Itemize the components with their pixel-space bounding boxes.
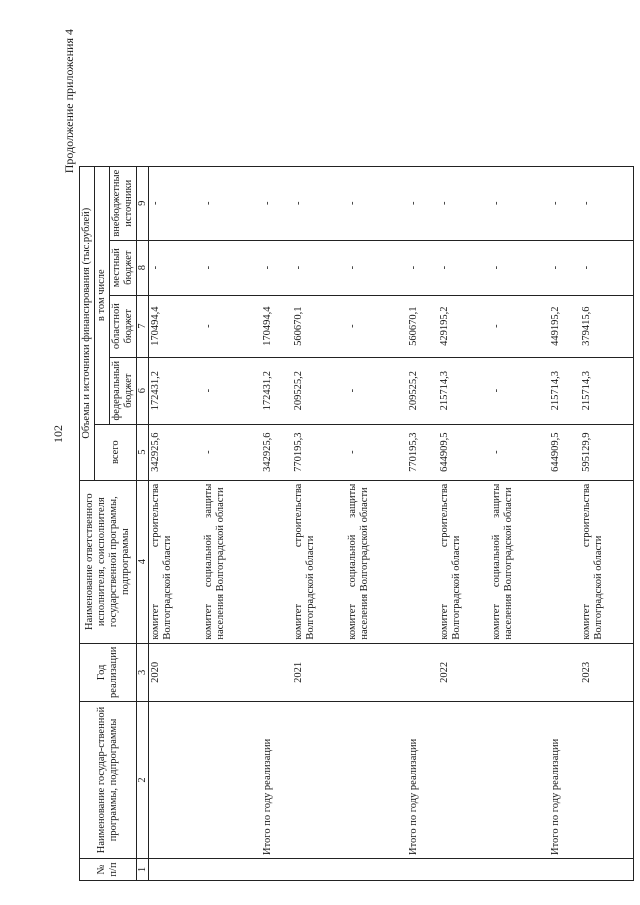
header-local: местный бюджет [110,240,137,295]
rotated-page [62,11,602,881]
cell-regional: - [490,295,548,357]
cell-regional: 170494,4 [149,295,202,357]
cell-number [580,859,634,881]
table-row [149,166,202,880]
cell-number [346,859,406,881]
table-row [346,166,406,880]
cell-program-name: Итого по году реализации [406,702,438,859]
cell-executor: комитет социальной защиты населения Волгоградской области [202,480,260,643]
header-number: № п/п [80,859,137,881]
header-including: в том числе [95,166,110,424]
cell-federal: 172431,2 [260,357,292,424]
cell-extra: - [406,166,438,240]
cell-local: - [149,240,202,295]
cell-year: 2022 [438,643,490,701]
column-number: 5 [137,424,149,480]
cell-executor: комитет строительства Волгоградской области [149,480,202,643]
cell-local: - [202,240,260,295]
cell-program-name [292,702,346,859]
cell-year [490,643,548,701]
column-number: 6 [137,357,149,424]
header-extra: внебюджетные источники [110,166,137,240]
cell-year [406,643,438,701]
header-regional: областной бюджет [110,295,137,357]
cell-number [548,859,580,881]
cell-total: 770195,3 [292,424,346,480]
cell-extra: - [346,166,406,240]
table-row [202,166,260,880]
cell-number [438,859,490,881]
cell-federal: 209525,2 [292,357,346,424]
funding-table [79,166,634,881]
cell-number [406,859,438,881]
cell-number [292,859,346,881]
page-number: 102 [51,425,65,443]
cell-regional: 560670,1 [406,295,438,357]
cell-executor: комитет строительства Волгоградской области [438,480,490,643]
cell-year [548,643,580,701]
cell-number [149,859,202,881]
cell-extra: - [149,166,202,240]
cell-regional: - [346,295,406,357]
table-row [292,166,346,880]
cell-year: 2020 [149,643,202,701]
cell-program-name [346,702,406,859]
cell-total: - [202,424,260,480]
cell-executor: комитет социальной защиты населения Волгоградской области [490,480,548,643]
cell-extra: - [438,166,490,240]
header-funding: Объемы и источники финансирования (тыс.рублей) [80,166,95,480]
header-federal: федеральный бюджет [110,357,137,424]
cell-federal: 215714,3 [580,357,634,424]
column-number: 8 [137,240,149,295]
cell-executor [406,480,438,643]
cell-federal: 215714,3 [548,357,580,424]
cell-year [260,643,292,701]
cell-federal: - [346,357,406,424]
column-number: 7 [137,295,149,357]
cell-program-name [438,702,490,859]
cell-program-name [149,702,202,859]
cell-federal: 172431,2 [149,357,202,424]
cell-federal: - [202,357,260,424]
cell-local: - [490,240,548,295]
cell-federal: 209525,2 [406,357,438,424]
header-program-name: Наименование государ-ственной программы, подпрограммы [80,702,137,859]
cell-total: 644909,5 [438,424,490,480]
cell-program-name [490,702,548,859]
cell-extra: - [260,166,292,240]
cell-program-name [202,702,260,859]
cell-local: - [260,240,292,295]
table-row [580,166,634,880]
cell-program-name [580,702,634,859]
cell-regional: 449195,2 [548,295,580,357]
cell-executor: комитет строительства Волгоградской области [292,480,346,643]
column-number-row [137,166,149,880]
cell-local: - [346,240,406,295]
cell-executor: комитет социальной защиты населения Волгоградской области [346,480,406,643]
table-row [548,166,580,880]
column-number: 2 [137,702,149,859]
cell-regional: 429195,2 [438,295,490,357]
cell-local: - [580,240,634,295]
table-header [80,166,149,880]
header-year: Год реализации [80,643,137,701]
cell-local: - [292,240,346,295]
cell-federal: - [490,357,548,424]
table-body [149,166,634,880]
column-number: 3 [137,643,149,701]
cell-program-name: Итого по году реализации [260,702,292,859]
cell-total: 342925,6 [149,424,202,480]
cell-total: 644909,5 [548,424,580,480]
continuation-note: Продолжение приложения 4 [62,29,76,174]
cell-year: 2023 [580,643,634,701]
cell-regional: 379415,6 [580,295,634,357]
table-row [260,166,292,880]
cell-program-name: Итого по году реализации [548,702,580,859]
column-number: 9 [137,166,149,240]
cell-local: - [548,240,580,295]
cell-executor: комитет строительства Волгоградской области [580,480,634,643]
cell-total: 342925,6 [260,424,292,480]
cell-extra: - [580,166,634,240]
cell-local: - [406,240,438,295]
cell-number [490,859,548,881]
cell-year [202,643,260,701]
cell-extra: - [490,166,548,240]
header-total: всего [95,424,137,480]
column-number: 4 [137,480,149,643]
cell-year [346,643,406,701]
table-row [406,166,438,880]
cell-federal: 215714,3 [438,357,490,424]
cell-total: 770195,3 [406,424,438,480]
cell-extra: - [548,166,580,240]
table-row [438,166,490,880]
cell-executor [260,480,292,643]
cell-extra: - [202,166,260,240]
header-executor: Наименование ответственного исполнителя, соисполнителя государственной программы, подпрограммы [80,480,137,643]
cell-regional: 560670,1 [292,295,346,357]
cell-executor [548,480,580,643]
cell-total: 595129,9 [580,424,634,480]
cell-year: 2021 [292,643,346,701]
cell-regional: - [202,295,260,357]
cell-extra: - [292,166,346,240]
cell-regional: 170494,4 [260,295,292,357]
table-row [490,166,548,880]
cell-total: - [346,424,406,480]
cell-local: - [438,240,490,295]
cell-number [260,859,292,881]
column-number: 1 [137,859,149,881]
cell-total: - [490,424,548,480]
cell-number [202,859,260,881]
